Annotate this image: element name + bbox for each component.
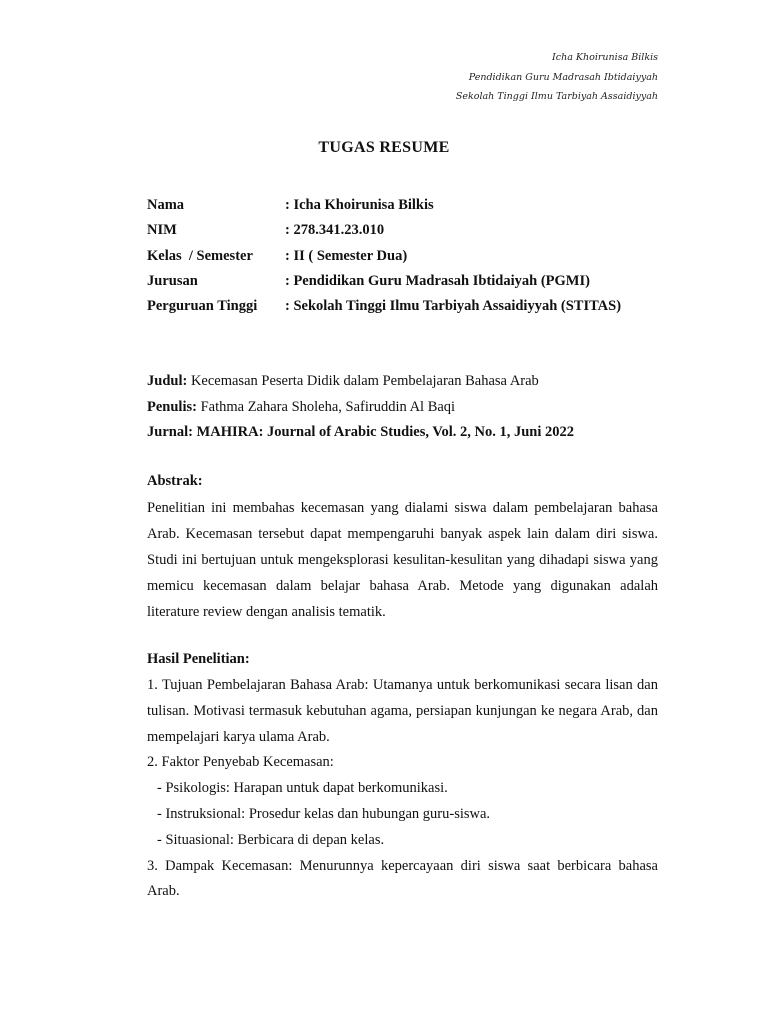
abstract-body: Penelitian ini membahas kecemasan yang dialami siswa dalam pembelajaran bahasa Arab. Kecemasan tersebut dapat mempengaruhi banyak aspek lain dalam diri siswa. Studi ini bertujuan untuk mengeksplorasi kesulitan-kesulitan yang dihadapi siswa yang memicu kecemasan dalam belajar bahasa Arab. Metode yang digunakan adalah literature review dengan analisis tematik. bbox=[147, 500, 658, 620]
info-row-perguruan-tinggi bbox=[147, 294, 621, 319]
info-row-nim bbox=[147, 218, 621, 243]
penulis-value: Fathma Zahara Sholeha, Safiruddin Al Baqi bbox=[196, 398, 456, 415]
results-body bbox=[147, 673, 658, 905]
judul-line bbox=[147, 369, 574, 395]
info-label: Kelas / Semester bbox=[147, 247, 253, 264]
result-item-3: 3. Dampak Kecemasan: Menurunnya kepercayaan diri siswa saat berbicara bahasa Arab. bbox=[147, 857, 658, 900]
info-row-jurusan bbox=[147, 269, 621, 294]
judul-label: Judul: bbox=[147, 373, 188, 389]
info-row-kelas bbox=[147, 244, 621, 269]
judul-value: Kecemasan Peserta Didik dalam Pembelajaran Bahasa Arab bbox=[187, 373, 539, 389]
abstract-heading: Abstrak: bbox=[147, 473, 203, 489]
info-row-nama bbox=[147, 193, 621, 218]
result-item-1: 1. Tujuan Pembelajaran Bahasa Arab: Utamanya untuk berkomunikasi secara lisan dan tulisan. Motivasi termasuk kebutuhan agama, persiapan kunjungan ke negara Arab, dan mempelajari karya ulama Arab. bbox=[147, 677, 658, 745]
results-section bbox=[147, 647, 658, 905]
penulis-label: Penulis: bbox=[147, 398, 197, 415]
info-value: : Icha Khoirunisa Bilkis bbox=[285, 197, 434, 213]
penulis-line bbox=[147, 395, 574, 421]
jurnal-line: Jurnal: MAHIRA: Journal of Arabic Studies, Vol. 2, No. 1, Juni 2022 bbox=[147, 424, 574, 440]
info-value: : Pendidikan Guru Madrasah Ibtidaiyah (PGMI) bbox=[285, 272, 590, 289]
info-value: : II ( Semester Dua) bbox=[285, 247, 408, 264]
student-info-table bbox=[147, 193, 621, 319]
results-heading: Hasil Penelitian: bbox=[147, 651, 250, 667]
document-title: TUGAS RESUME bbox=[318, 139, 450, 156]
result-item-2: 2. Faktor Penyebab Kecemasan: bbox=[147, 754, 334, 771]
page-header bbox=[456, 48, 658, 107]
result-subitem-instruksional: - Instruksional: Prosedur kelas dan hubungan guru-siswa. bbox=[157, 805, 491, 822]
abstract-section bbox=[147, 469, 658, 625]
header-author-name: Icha Khoirunisa Bilkis bbox=[552, 52, 658, 63]
article-metadata bbox=[147, 369, 574, 446]
info-value: : 278.341.23.010 bbox=[285, 222, 385, 239]
result-subitem-situasional: - Situasional: Berbicara di depan kelas. bbox=[157, 831, 385, 848]
header-program: Pendidikan Guru Madrasah Ibtidaiyyah bbox=[468, 71, 658, 83]
info-label: Jurusan bbox=[147, 272, 198, 289]
info-label: Perguruan Tinggi bbox=[147, 298, 258, 315]
header-institution: Sekolah Tinggi Ilmu Tarbiyah Assaidiyyah bbox=[455, 91, 658, 102]
info-label: NIM bbox=[147, 222, 177, 239]
info-value: : Sekolah Tinggi Ilmu Tarbiyah Assaidiyyah (STITAS) bbox=[285, 298, 622, 315]
result-subitem-psikologis: - Psikologis: Harapan untuk dapat berkomunikasi. bbox=[157, 780, 448, 797]
info-label: Nama bbox=[147, 197, 185, 213]
